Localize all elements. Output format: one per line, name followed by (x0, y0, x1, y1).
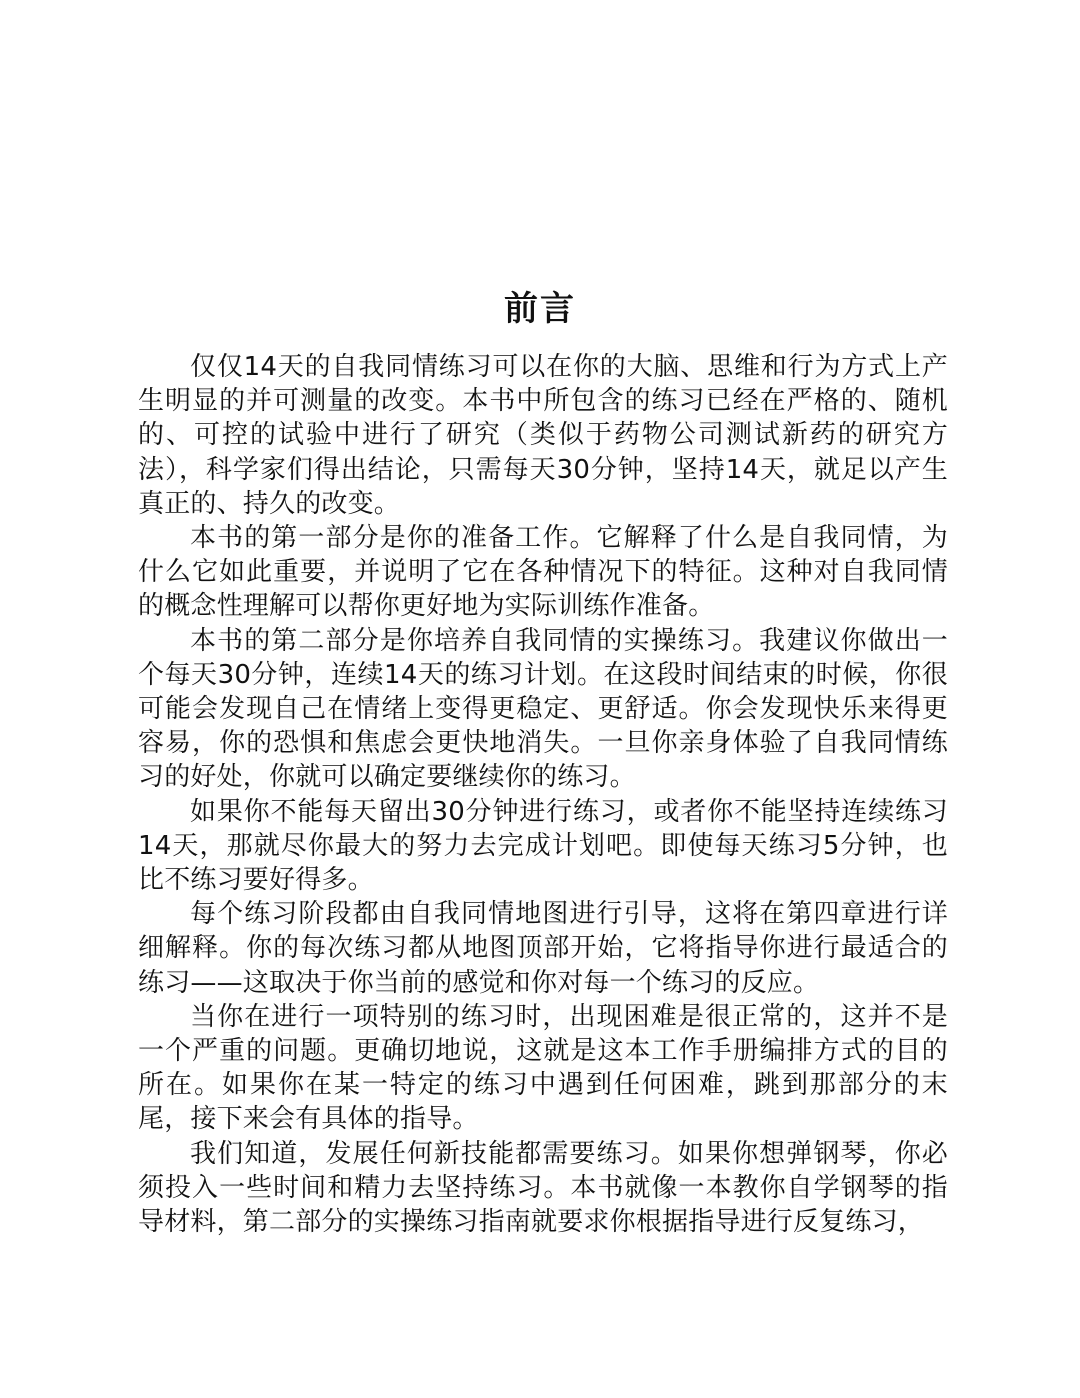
paragraph-5: 每个练习阶段都由自我同情地图进行引导，这将在第四章进行详细解释。你的每次练习都从地图顶部开始，它将指导你进行最适合的练习——这取决于你当前的感觉和你对每一个练习的反应。 (138, 899, 948, 998)
body-text (138, 350, 948, 1239)
paragraph-7: 我们知道，发展任何新技能都需要练习。如果你想弹钢琴，你必须投入一些时间和精力去坚持练习。本书就像一本教你自学钢琴的指导材料，第二部分的实操练习指南就要求你根据指导进行反复练习， (138, 1138, 948, 1238)
page-title: 前言 (504, 289, 576, 329)
paragraph-6: 当你在进行一项特别的练习时，出现困难是很正常的，这并不是一个严重的问题。更确切地说，这就是这本工作手册编排方式的目的所在。如果你在某一特定的练习中遇到任何困难，跳到那部分的末尾，接下来会有具体的指导。 (138, 1001, 948, 1135)
paragraph-2: 本书的第一部分是你的准备工作。它解释了什么是自我同情，为什么它如此重要，并说明了它在各种情况下的特征。这种对自我同情的概念性理解可以帮你更好地为实际训练作准备。 (138, 523, 948, 622)
paragraph-4: 如果你不能每天留出30分钟进行练习，或者你不能坚持连续练习14天，那就尽你最大的努力去完成计划吧。即使每天练习5分钟，也比不练习要好得多。 (138, 796, 948, 896)
paragraph-3: 本书的第二部分是你培养自我同情的实操练习。我建议你做出一个每天30分钟，连续14天的练习计划。在这段时间结束的时候，你很可能会发现自己在情绪上变得更稳定、更舒适。你会发现快乐来得更容易，你的恐惧和焦虑会更快地消失。一旦你亲身体验了自我同情练习的好处，你就可以确定要继续你的练习。 (138, 625, 948, 793)
paragraph-1: 仅仅14天的自我同情练习可以在你的大脑、思维和行为方式上产生明显的并可测量的改变。本书中所包含的练习已经在严格的、随机的、可控的试验中进行了研究（类似于药物公司测试新药的研究方法），科学家们得出结论，只需每天30分钟，坚持14天，就足以产生真正的、持久的改变。 (138, 352, 948, 519)
